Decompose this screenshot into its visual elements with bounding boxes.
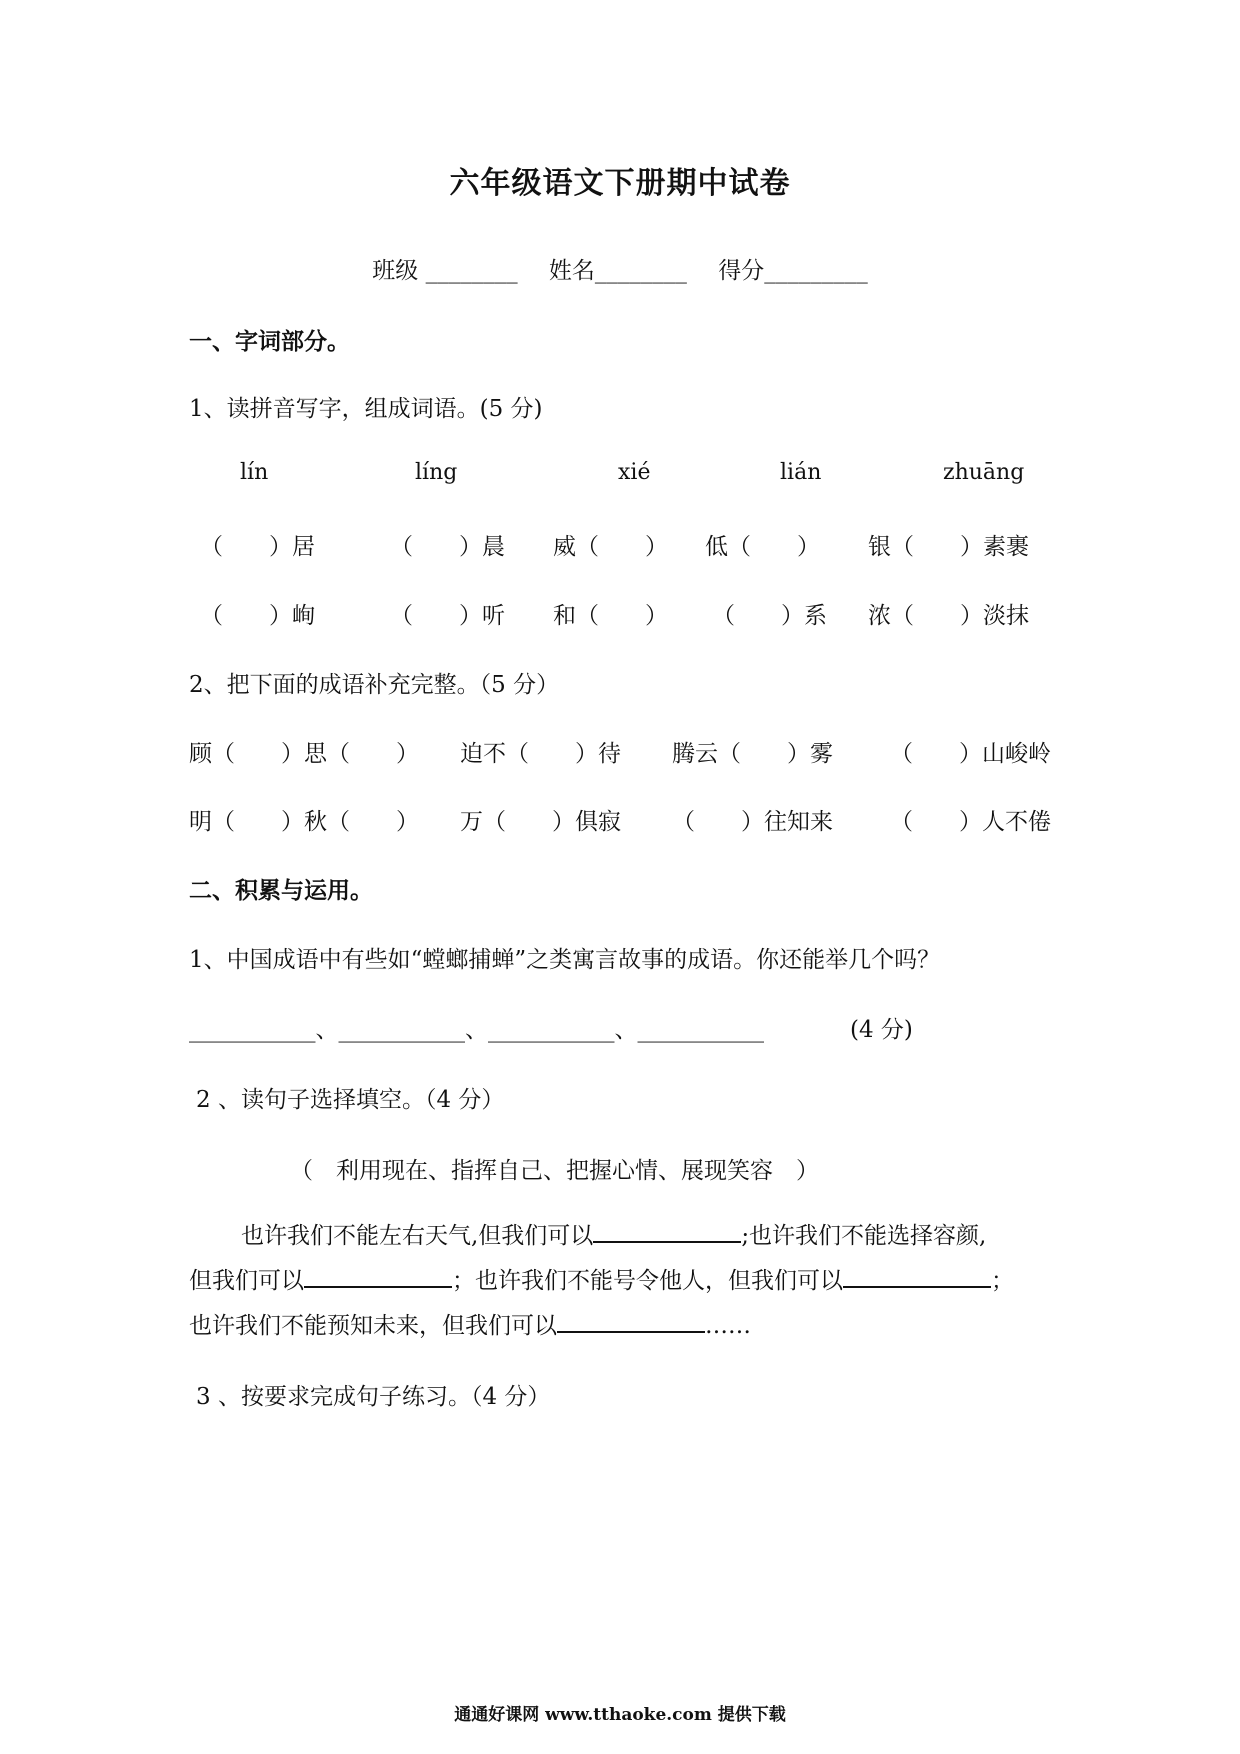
idiom-blank[interactable]: 明（ ）秋（ ） (189, 809, 419, 835)
s2-q2-label: 2 、读句子选择填空。（4 分） (196, 1087, 505, 1113)
idiom-blank[interactable]: （ ）人不倦 (890, 809, 1051, 835)
idiom-blank[interactable]: 腾云（ ）雾 (672, 741, 833, 767)
pinyin-4: lián (780, 460, 822, 485)
class-field[interactable]: 班级 ________ (372, 258, 518, 284)
idiom-blank[interactable]: （ ）往知来 (672, 809, 833, 835)
s2-q1-points: (4 分) (850, 1017, 913, 1043)
answer-blank[interactable] (557, 1309, 705, 1333)
word-blank[interactable]: 银（ ）素裹 (868, 534, 1029, 560)
word-blank[interactable]: （ ）居 (200, 534, 315, 560)
idiom-blank[interactable]: 迫不（ ）待 (460, 741, 621, 767)
score-field[interactable]: 得分_________ (718, 258, 868, 284)
idiom-blank[interactable]: 万（ ）俱寂 (460, 809, 621, 835)
pinyin-3: xié (618, 460, 651, 485)
s1-q1-label: 1、读拼音写字，组成词语。(5 分) (189, 396, 543, 422)
word-blank[interactable]: 威（ ） (553, 534, 668, 560)
section2-heading: 二、积累与运用。 (189, 877, 373, 904)
word-blank[interactable]: （ ）晨 (390, 534, 505, 560)
footer-source: 通通好课网 www.tthaoke.com 提供下载 (454, 1705, 786, 1725)
idiom-blank[interactable]: 顾（ ）思（ ） (189, 741, 419, 767)
pinyin-5: zhuāng (943, 460, 1025, 485)
name-field[interactable]: 姓名________ (548, 258, 687, 284)
word-blank[interactable]: （ ）系 (712, 603, 827, 629)
answer-blank[interactable] (843, 1264, 991, 1288)
word-blank[interactable]: （ ）峋 (200, 603, 315, 629)
s2-q1-blanks[interactable]: ___________、___________、___________、___________ (189, 1017, 764, 1043)
answer-blank[interactable] (593, 1219, 741, 1243)
s2-q1-label: 1、中国成语中有些如“螳螂捕蝉”之类寓言故事的成语。你还能举几个吗？ (189, 947, 941, 973)
section1-heading: 一、字词部分。 (189, 328, 350, 355)
answer-blank[interactable] (304, 1264, 452, 1288)
s2-q2-choices: （ 利用现在、指挥自己、把握心情、展现笑容 ） (290, 1158, 819, 1184)
s2-q3-label: 3 、按要求完成句子练习。（4 分） (196, 1384, 551, 1410)
pinyin-2: líng (415, 460, 458, 485)
exam-title: 六年级语文下册期中试卷 (449, 166, 791, 201)
word-blank[interactable]: 浓（ ）淡抹 (868, 603, 1029, 629)
pinyin-1: lín (240, 460, 269, 485)
s1-q2-label: 2、把下面的成语补充完整。（5 分） (189, 672, 560, 698)
student-info-line (0, 252, 1240, 285)
word-blank[interactable]: （ ）听 (390, 603, 505, 629)
word-blank[interactable]: 低（ ） (705, 534, 820, 560)
word-blank[interactable]: 和（ ） (553, 603, 668, 629)
fill-in-paragraph: 也许我们不能左右天气,但我们可以 ;也许我们不能选择容颜, 但我们可以 ；也许我们不能号令他人，但我们可以 ； 也许我们不能预知未来，但我们可以 …… (189, 1214, 1064, 1349)
idiom-blank[interactable]: （ ）山峻岭 (890, 741, 1051, 767)
